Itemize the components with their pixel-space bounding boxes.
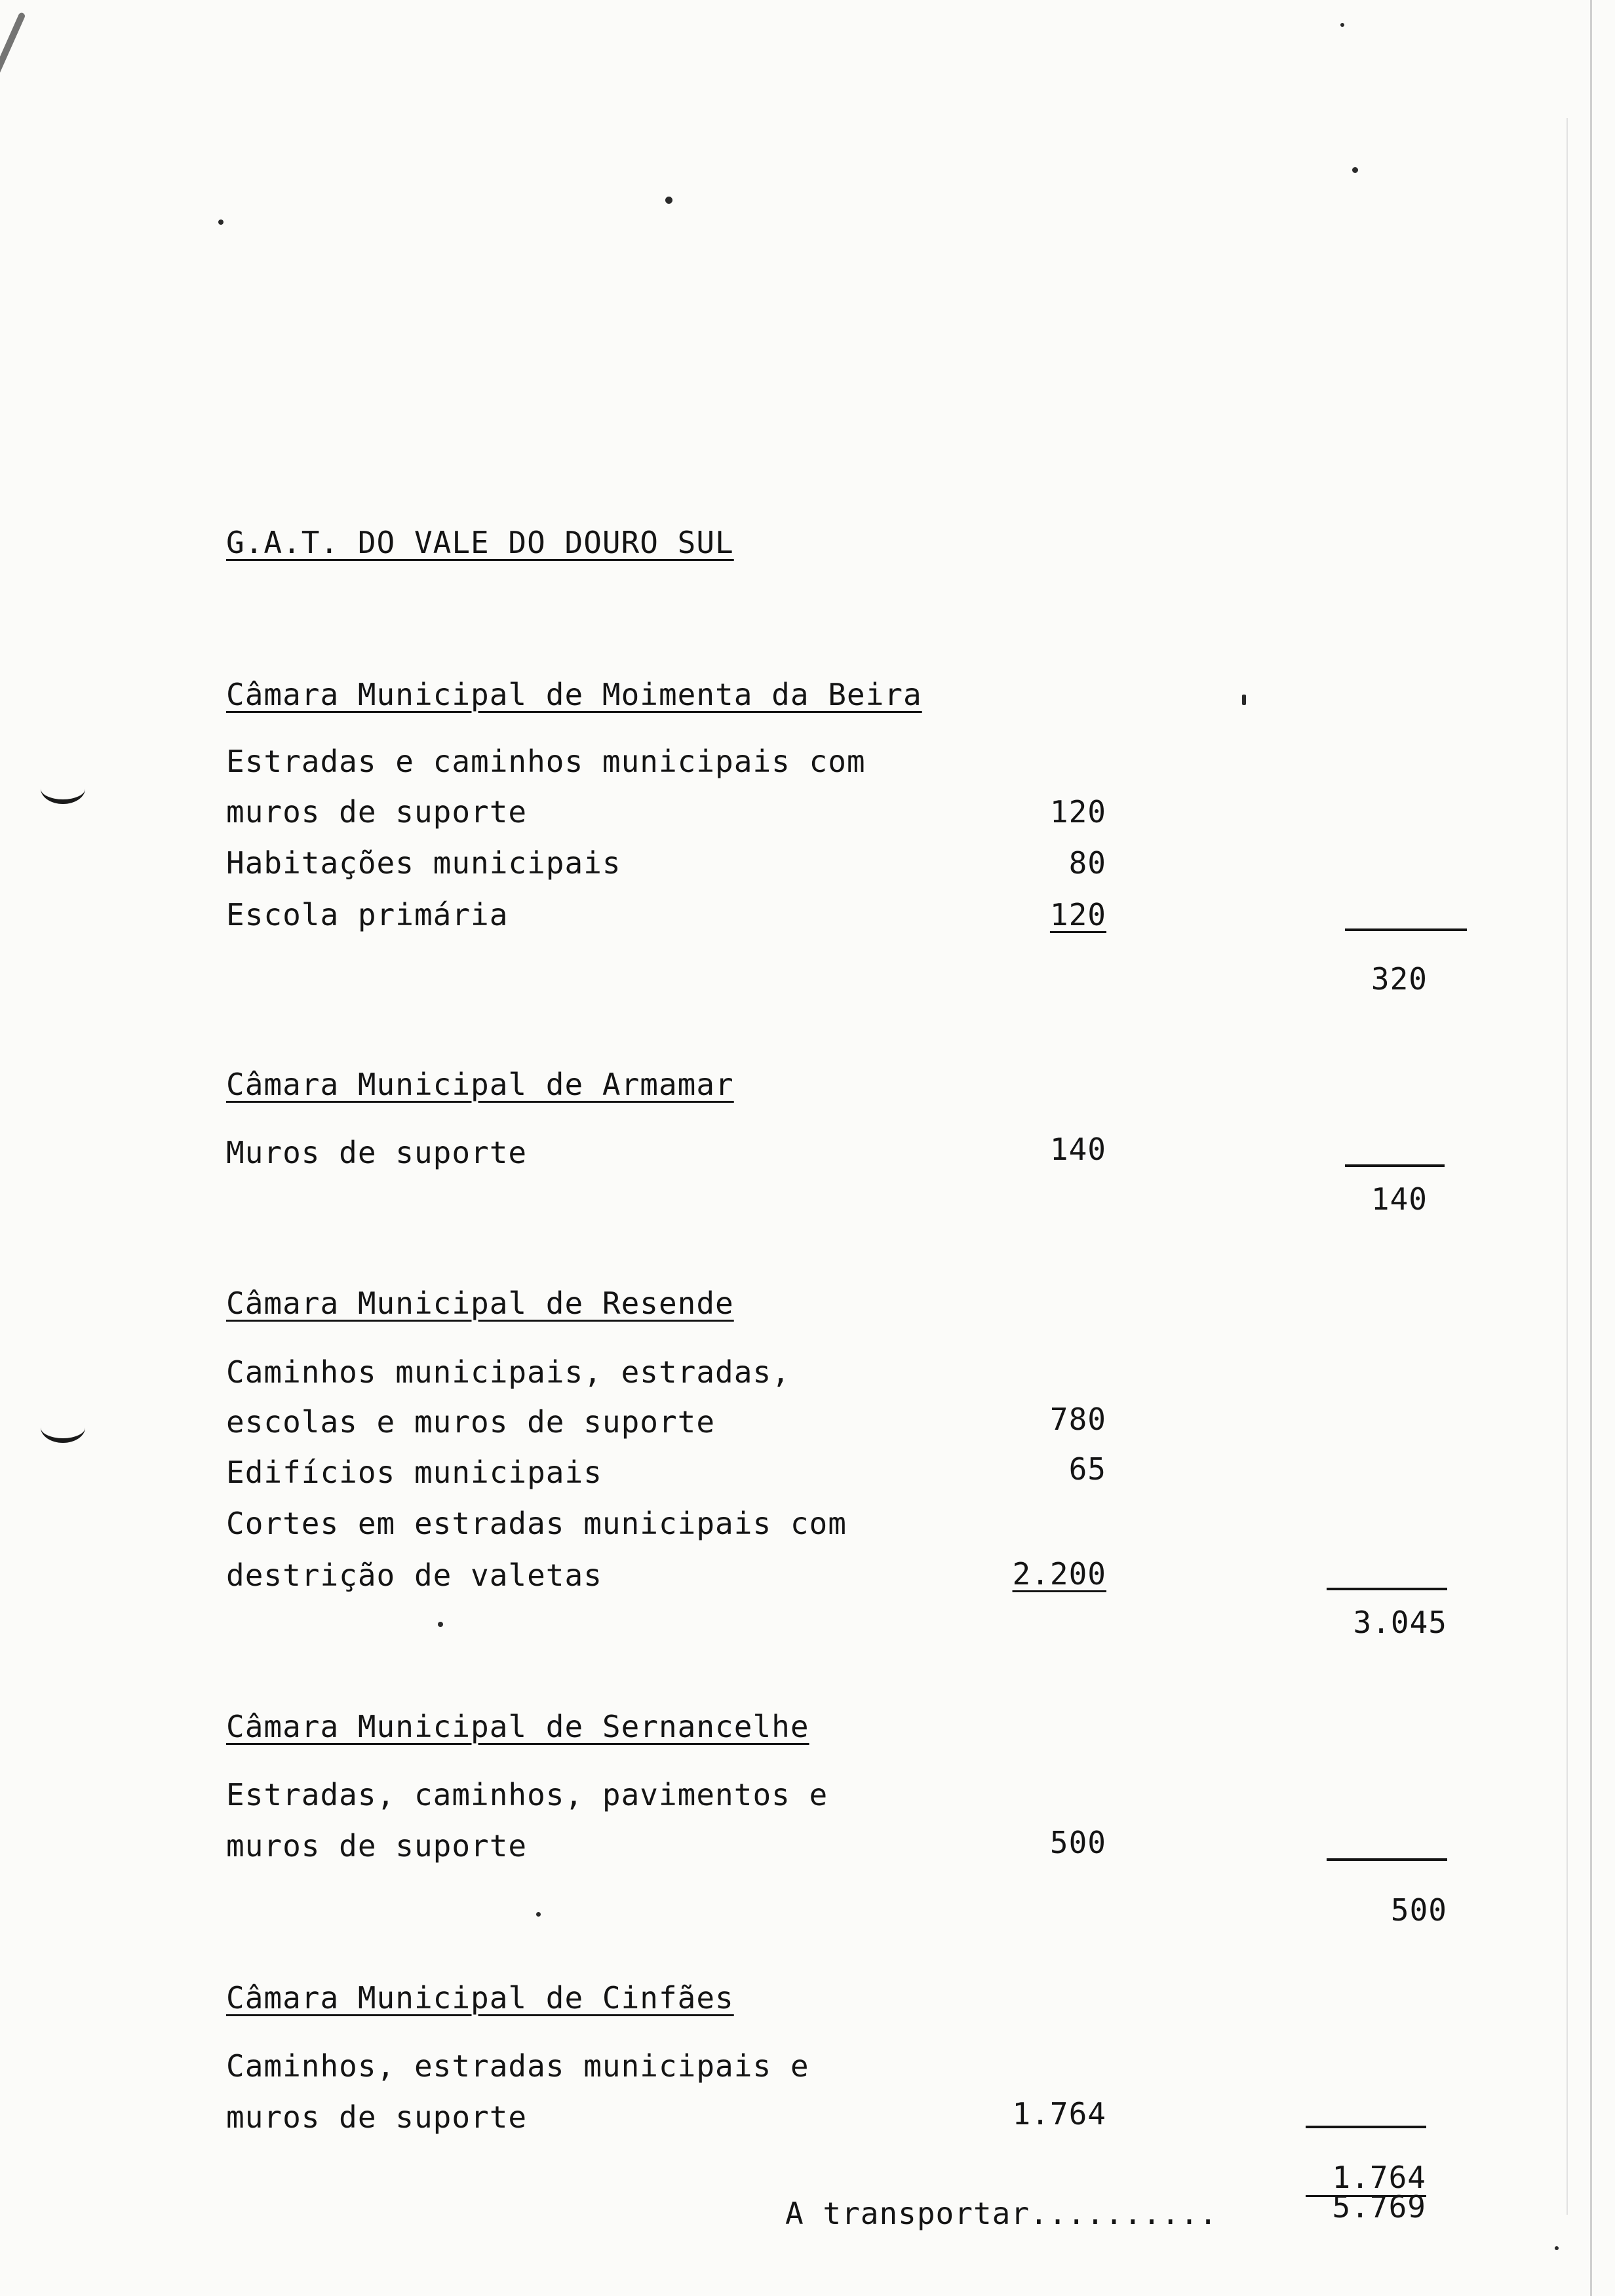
speck [536,1912,541,1917]
line-item-text: Caminhos municipais, estradas, [226,1354,790,1390]
line-item-value: 2.200 [1012,1556,1106,1592]
line-item-text: muros de suporte [226,794,528,830]
line-item-value: 140 [1049,1132,1106,1167]
speck [218,220,224,225]
speck [1242,695,1246,705]
subtotal-rule [1327,1858,1447,1861]
document-title: G.A.T. DO VALE DO DOURO SUL [226,525,734,560]
subtotal-rule [1327,1588,1447,1590]
line-item-text: muros de suporte [226,2099,528,2135]
section-heading: Câmara Municipal de Cinfães [226,1980,734,2016]
section-heading: Câmara Municipal de Armamar [226,1067,734,1102]
binding-hole-mark [41,1412,85,1443]
line-item-value: 120 [1049,794,1106,830]
speck [438,1622,443,1627]
subtotal-rule [1345,1164,1445,1167]
line-item-value: 500 [1049,1825,1106,1860]
line-item-text: Cortes em estradas municipais com [226,1506,847,1541]
section-heading: Câmara Municipal de Sernancelhe [226,1709,809,1744]
right-scan-edge-inner [1566,118,1568,2215]
speck [1352,167,1358,173]
section-total: 320 [1371,961,1428,997]
line-item-text: Edifícios municipais [226,1455,602,1490]
speck [665,197,672,204]
line-item-text: muros de suporte [226,1828,528,1864]
line-item-value: 80 [1068,845,1106,881]
subtotal-rule [1345,928,1467,931]
line-item-text: Caminhos, estradas municipais e [226,2048,809,2084]
line-item-text: Muros de suporte [226,1135,528,1170]
line-item-text: destrição de valetas [226,1558,602,1593]
section-heading: Câmara Municipal de Resende [226,1286,734,1321]
corner-scratch-mark [0,12,26,194]
section-heading: Câmara Municipal de Moimenta da Beira [226,677,922,712]
section-total: 140 [1371,1181,1428,1217]
line-item-text: Habitações municipais [226,845,621,881]
binding-hole-mark [41,773,85,804]
line-item-value: 1.764 [1012,2096,1106,2132]
line-item-value: 780 [1049,1402,1106,1437]
line-item-value: 65 [1068,1451,1106,1487]
speck [1555,2246,1559,2250]
subtotal-rule [1306,2126,1426,2128]
line-item-text: Escola primária [226,897,509,932]
right-scan-edge [1590,0,1592,2296]
section-total: 3.045 [1353,1605,1447,1640]
line-item-text: Estradas, caminhos, pavimentos e [226,1777,828,1812]
speck [1340,23,1344,27]
section-total: 1.764 [1332,2160,1426,2195]
line-item-value: 120 [1049,897,1106,932]
line-item-text: Estradas e caminhos municipais com [226,744,866,779]
line-item-text: escolas e muros de suporte [226,1404,716,1440]
carry-forward-label: A transportar.......... [785,2196,1218,2231]
section-total: 500 [1390,1892,1447,1928]
carry-forward-total: 5.769 [1332,2189,1426,2225]
